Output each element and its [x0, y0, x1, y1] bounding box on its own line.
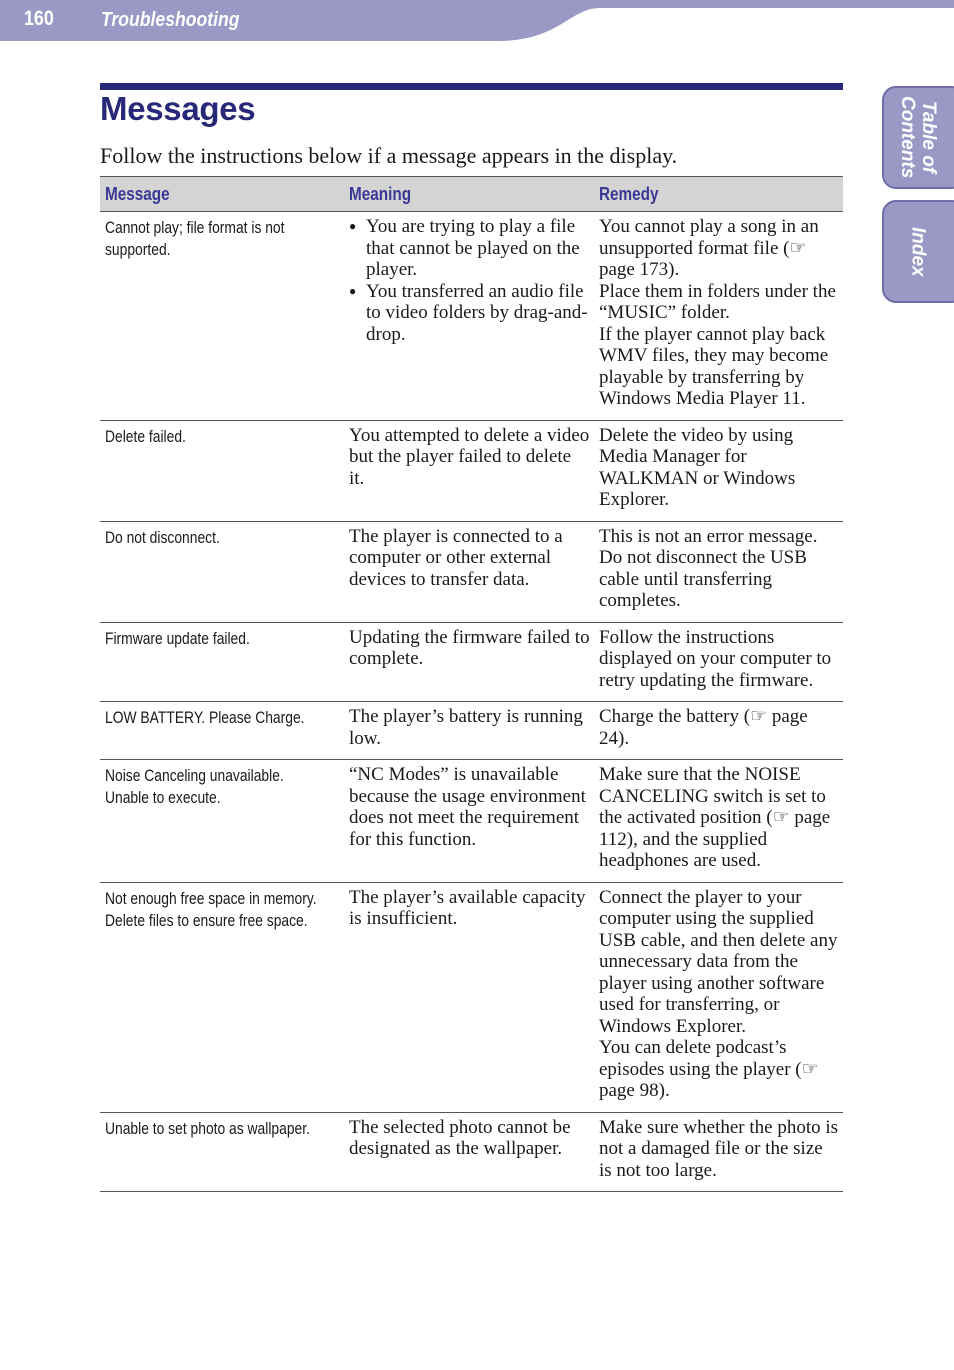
- table-row: [100, 702, 843, 760]
- meaning-cell: You attempted to delete a video but the player failed to delete it.: [344, 420, 594, 521]
- table-header-row: [100, 177, 843, 212]
- header-bar: [0, 0, 954, 42]
- message-cell: Cannot play; file format is not supported.: [100, 212, 344, 421]
- message-cell: Do not disconnect.: [100, 521, 344, 622]
- message-cell: Noise Canceling unavailable. Unable to execute.: [100, 760, 344, 883]
- remedy-cell: You cannot play a song in an unsupported format file (☞ page 173). Place them in folders under the “MUSIC” folder. If the player cannot play back WMV files, they may become playable by transferring by Windows Media Player 11.: [594, 212, 843, 421]
- title-rule: [100, 83, 843, 90]
- remedy-cell: Make sure that the NOISE CANCELING switch is set to the activated position (☞ page 112), and the supplied headphones are used.: [594, 760, 843, 883]
- column-header-message: Message: [100, 177, 344, 212]
- remedy-cell: Follow the instructions displayed on your computer to retry updating the firmware.: [594, 622, 843, 702]
- table-row: [100, 1112, 843, 1192]
- message-cell: Delete failed.: [100, 420, 344, 521]
- intro-text: Follow the instructions below if a message appears in the display.: [100, 143, 678, 168]
- index-tab[interactable]: [882, 200, 954, 303]
- table-of-contents-tab[interactable]: [882, 86, 954, 189]
- meaning-cell: The player’s battery is running low.: [344, 702, 594, 760]
- meaning-cell: The player’s available capacity is insufficient.: [344, 882, 594, 1112]
- message-cell: LOW BATTERY. Please Charge.: [100, 702, 344, 760]
- message-cell: Firmware update failed.: [100, 622, 344, 702]
- column-header-remedy: Remedy: [594, 177, 843, 212]
- meaning-cell: The selected photo cannot be designated as the wallpaper.: [344, 1112, 594, 1192]
- message-cell: Unable to set photo as wallpaper.: [100, 1112, 344, 1192]
- index-label: Index: [907, 226, 929, 277]
- remedy-cell: Charge the battery (☞ page 24).: [594, 702, 843, 760]
- messages-table: [100, 176, 843, 1192]
- meaning-bullet: ● You are trying to play a file that cannot be played on the player.: [349, 216, 590, 281]
- meaning-cell: [344, 212, 594, 421]
- message-cell: Not enough free space in memory. Delete files to ensure free space.: [100, 882, 344, 1112]
- table-row: [100, 622, 843, 702]
- section-title: Troubleshooting: [101, 9, 240, 31]
- table-row: [100, 760, 843, 883]
- table-row: [100, 212, 843, 421]
- remedy-cell: Make sure whether the photo is not a damaged file or the size is not too large.: [594, 1112, 843, 1192]
- table-row: [100, 521, 843, 622]
- meaning-cell: “NC Modes” is unavailable because the usage environment does not meet the requirement for this function.: [344, 760, 594, 883]
- meaning-cell: Updating the firmware failed to complete.: [344, 622, 594, 702]
- remedy-cell: This is not an error message. Do not disconnect the USB cable until transferring completes.: [594, 521, 843, 622]
- page-title: Messages: [100, 90, 256, 127]
- remedy-cell: Delete the video by using Media Manager for WALKMAN or Windows Explorer.: [594, 420, 843, 521]
- meaning-bullet: ● You transferred an audio file to video folders by drag-and-drop.: [349, 281, 590, 346]
- remedy-cell: Connect the player to your computer using the supplied USB cable, and then delete any unnecessary data from the player using another software used for transferring, or Windows Explorer. You can delete podcast’s episodes using the player (☞ page 98).: [594, 882, 843, 1112]
- page-number: 160: [24, 7, 54, 30]
- table-of-contents-label: Table of Contents: [897, 96, 939, 179]
- meaning-cell: The player is connected to a computer or other external devices to transfer data.: [344, 521, 594, 622]
- table-row: [100, 882, 843, 1112]
- column-header-meaning: Meaning: [344, 177, 594, 212]
- table-row: [100, 420, 843, 521]
